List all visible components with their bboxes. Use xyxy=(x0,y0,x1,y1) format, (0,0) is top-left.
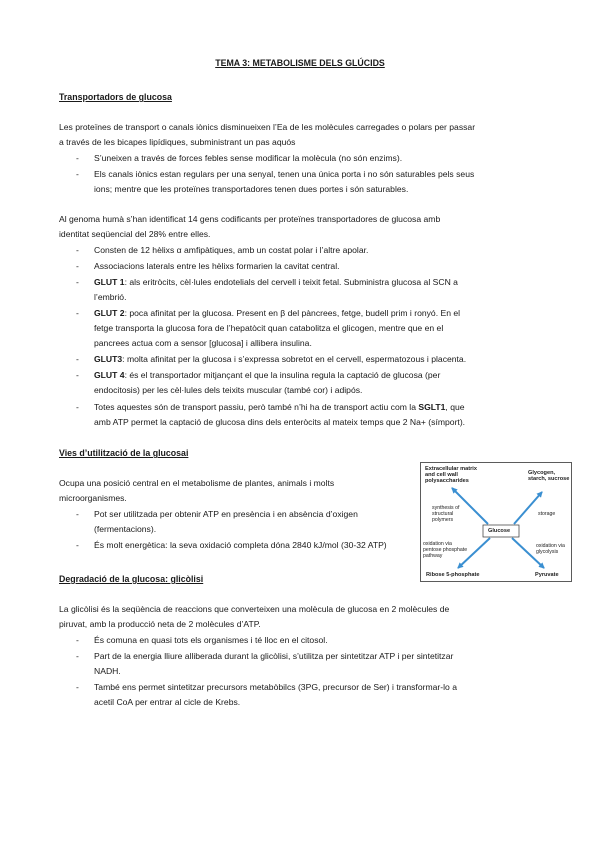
bullet-text: NADH. xyxy=(94,666,121,676)
glut1-text: : als eritròcits, cèl·lules endotelials del cervell i teixit fetal. Subministra glucosa al SCN a xyxy=(124,277,458,287)
bullet-text: S’uneixen a través de forces febles sense modificar la molècula (no són enzims). xyxy=(94,153,403,163)
bullet-text: Els canals iònics estan regulars per una senyal, tenen una única porta i no són saturables pels seus xyxy=(94,169,475,179)
section-heading-transportadors: Transportadors de glucosa xyxy=(59,92,172,102)
glut4-text: : és el transportador mitjançant el que la insulina regula la captació de glucosa (per xyxy=(124,370,441,380)
glut1-label: GLUT 1 xyxy=(94,277,125,287)
bullet-text: amb ATP permet la captació de glucosa dins dels enteròcits al mateix temps que 2 Na+ (símport). xyxy=(94,417,466,427)
page-title: TEMA 3: METABOLISME DELS GLÚCIDS xyxy=(215,58,385,68)
section-heading-glicolisi: Degradació de la glucosa: glicòlisi xyxy=(59,574,204,584)
bullet-dash: - xyxy=(76,245,79,255)
glucose-pathways-diagram xyxy=(420,462,572,582)
bullet-text: fetge transporta la glucosa fora de l’hepatòcit quan catabolitza el glicogen, mentre que en el xyxy=(94,323,444,333)
bullet-dash: - xyxy=(76,682,79,692)
paragraph-line: identitat seqüencial del 28% entre elles. xyxy=(59,229,211,239)
sglt1-text-post: , que xyxy=(445,402,465,412)
paragraph-line: Ocupa una posició central en el metabolisme de plantes, animals i molts xyxy=(59,478,335,488)
diagram-glycolysis-line: oxidation via xyxy=(536,543,565,549)
paragraph-line: La glicòlisi és la seqüència de reaccions que converteixen una molècula de glucosa en 2 molècules de xyxy=(59,604,450,614)
bullet-sglt1 xyxy=(94,402,465,413)
bullet-text: pancrees actua com a sensor [glucosa] i allibera insulina. xyxy=(94,338,312,348)
bullet-dash: - xyxy=(76,153,79,163)
bullet-dash: - xyxy=(76,402,79,412)
bullet-dash: - xyxy=(76,261,79,271)
glut3-label: GLUT3 xyxy=(94,354,123,364)
bullet-dash: - xyxy=(76,635,79,645)
bullet-glut1 xyxy=(94,277,458,288)
diagram-synthesis-line: structural xyxy=(432,511,454,517)
bullet-text: (fermentacions). xyxy=(94,524,157,534)
bullet-dash: - xyxy=(76,540,79,550)
diagram-matrix-line: Extracellular matrix xyxy=(425,466,477,472)
paragraph-line: microorganismes. xyxy=(59,493,127,503)
bullet-text: endocitosis) per les cèl·lules dels teixits muscular (també cor) i adipós. xyxy=(94,385,363,395)
bullet-text: Part de la energia lliure alliberada durant la glicòlisi, s’utilitza per sintetitzar ATP i per sintetitzar xyxy=(94,651,454,661)
diagram-glycolysis-line: glycolysis xyxy=(536,549,559,555)
bullet-text: És comuna en quasi tots els organismes i té lloc en el citosol. xyxy=(94,635,328,645)
bullet-text: l’embrió. xyxy=(94,292,127,302)
glut2-label: GLUT 2 xyxy=(94,308,125,318)
bullet-dash: - xyxy=(76,277,79,287)
glut2-text: : poca afinitat per la glucosa. Present en β del pàncrees, fetge, budell prim i ronyó. En el xyxy=(124,308,461,318)
bullet-glut2 xyxy=(94,308,460,319)
diagram-ppp-line: oxidation via xyxy=(423,541,452,547)
section-heading-vies: Vies d’utilització de la glucosai xyxy=(59,448,189,458)
bullet-text: Associacions laterals entre les hèlixs formarien la cavitat central. xyxy=(94,261,340,271)
diagram-synthesis-line: synthesis of xyxy=(432,505,460,511)
bullet-text: acetil CoA per entrar al cicle de Krebs. xyxy=(94,697,241,707)
glut3-text: : molta afinitat per la glucosa i s’expressa sobretot en el cervell, espermatozous i placenta. xyxy=(122,354,467,364)
paragraph-line: a través de les bicapes lipídiques, subministrant un pas aquós xyxy=(59,137,296,147)
diagram-matrix-line: and cell wall xyxy=(425,472,458,478)
bullet-dash: - xyxy=(76,370,79,380)
diagram-ribose-label: Ribose 5-phosphate xyxy=(426,572,480,578)
diagram-pyruvate-label: Pyruvate xyxy=(535,572,559,578)
bullet-text: És molt energètica: la seva oxidació completa dóna 2840 kJ/mol (30-32 ATP) xyxy=(94,540,387,550)
sglt1-text-pre: Totes aquestes són de transport passiu, però també n’hi ha de transport actiu com la xyxy=(94,402,419,412)
glut4-label: GLUT 4 xyxy=(94,370,125,380)
diagram-ppp-line: pentose phosphate xyxy=(423,547,468,553)
bullet-text: ions; mentre que les proteïnes transportadores tenen dues portes i són saturables. xyxy=(94,184,409,194)
diagram-matrix-line: polysaccharides xyxy=(425,478,469,484)
diagram-synthesis-line: polymers xyxy=(432,517,454,523)
diagram-glycogen-line: Glycogen, xyxy=(528,470,556,476)
bullet-dash: - xyxy=(76,354,79,364)
paragraph-line: piruvat, amb la producció neta de 2 molècules d’ATP. xyxy=(59,619,261,629)
bullet-text: Consten de 12 hèlixs α amfipàtiques, amb un costat polar i l’altre apolar. xyxy=(94,245,369,255)
bullet-glut4 xyxy=(94,370,440,381)
sglt1-label: SGLT1 xyxy=(418,402,446,412)
diagram-glycogen-line: starch, sucrose xyxy=(528,476,570,482)
paragraph-line: Les proteïnes de transport o canals iònics disminueixen l’Ea de les molècules carregades o polars per passar xyxy=(59,122,476,132)
diagram-storage-label: storage xyxy=(538,511,556,517)
bullet-text: També ens permet sintetitzar precursors metabòbilcs (3PG, precursor de Ser) i transformar-lo a xyxy=(94,682,457,692)
paragraph-line: Al genoma humà s’han identificat 14 gens codificants per proteïnes transportadores de glucosa amb xyxy=(59,214,441,224)
bullet-dash: - xyxy=(76,169,79,179)
diagram-glucose-label: Glucose xyxy=(488,528,511,534)
bullet-dash: - xyxy=(76,651,79,661)
bullet-glut3 xyxy=(94,354,466,365)
bullet-dash: - xyxy=(76,308,79,318)
bullet-dash: - xyxy=(76,509,79,519)
diagram-ppp-line: pathway xyxy=(423,553,443,559)
bullet-text: Pot ser utilitzada per obtenir ATP en presència i en absència d’oxigen xyxy=(94,509,358,519)
